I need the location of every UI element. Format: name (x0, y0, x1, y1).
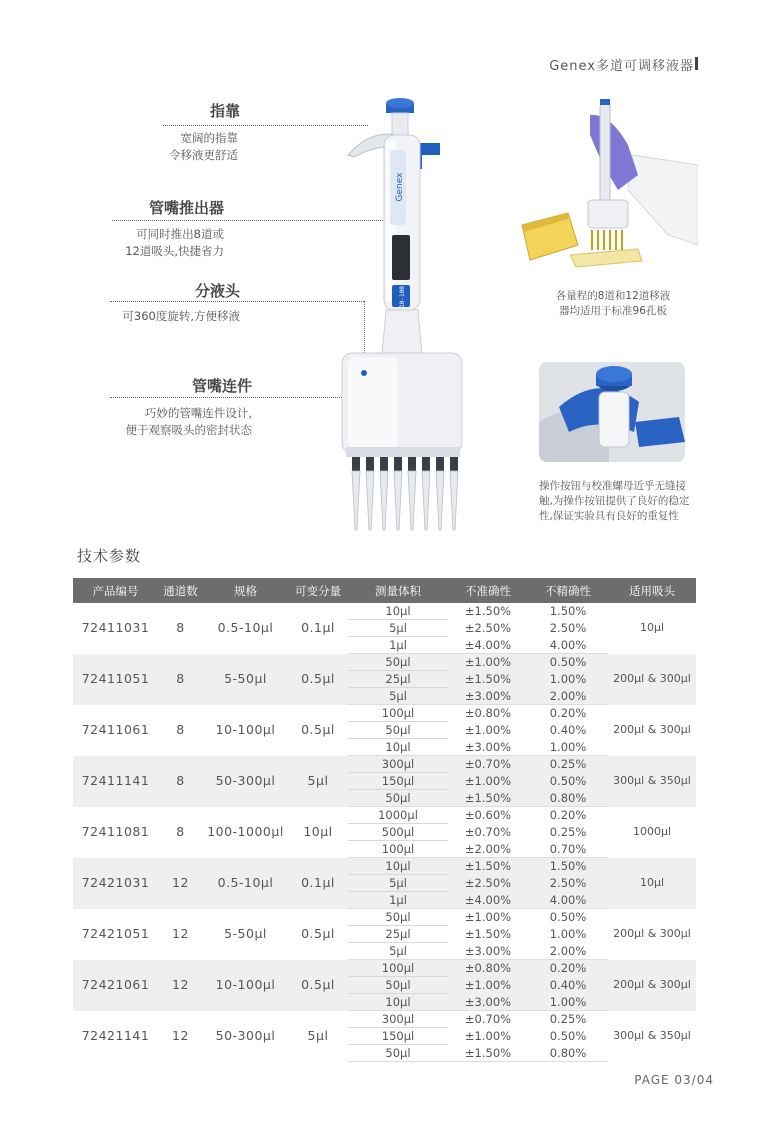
col-header: 不准确性 (448, 578, 528, 603)
page-header-title: Genex多道可调移液器 (549, 59, 694, 74)
inaccuracy-cell: ±1.00% (448, 977, 528, 994)
product-code-cell: 72411051 (73, 654, 158, 705)
test-volume-cell: 5μl (348, 943, 448, 960)
col-header: 产品编号 (73, 578, 158, 603)
inaccuracy-cell: ±3.00% (448, 994, 528, 1011)
compatible-tip-cell: 200μl & 300μl (608, 654, 696, 705)
usage-photo (518, 95, 698, 275)
inaccuracy-cell: ±2.50% (464, 621, 512, 635)
compatible-tip-cell: 300μl & 350μl (608, 756, 696, 807)
compatible-tip-cell: 1000μl (632, 825, 672, 838)
photo-caption-bottom: 操作按钮与校准螺母近乎无缝接 触,为操作按钮提供了良好的稳定 性,保证实验具有良好的重复性 (539, 480, 690, 522)
test-volume-cell: 10μl (348, 739, 448, 756)
test-volume-cell: 10μl (348, 603, 448, 620)
channel-count-cell: 8 (176, 824, 185, 839)
test-volume-cell: 1000μl (348, 807, 448, 824)
header-bar (695, 57, 698, 70)
inaccuracy-cell: ±1.50% (448, 858, 528, 875)
inaccuracy-cell: ±1.50% (448, 1045, 528, 1062)
col-header: 通道数 (158, 578, 203, 603)
volume-increment-cell: 0.5μl (288, 960, 348, 1011)
inaccuracy-cell: ±0.70% (464, 825, 512, 839)
imprecision-cell: 0.40% (549, 723, 587, 737)
product-code-cell: 72411031 (81, 620, 150, 636)
imprecision-cell: 0.40% (528, 977, 608, 994)
compatible-tip-cell: 300μl & 350μl (613, 1029, 691, 1042)
callout-desc: 可同时推出8道或 12道吸头,快捷省力 (125, 227, 224, 258)
callout-line (110, 397, 354, 398)
callout-dispensing-head (100, 280, 240, 301)
callout-desc: 宽阔的指靠 令移液更舒适 (169, 131, 238, 162)
callout-title: 管嘴连件 (191, 377, 252, 395)
table-row (73, 909, 696, 926)
volume-range-cell: 0.5-10μl (203, 858, 288, 909)
inaccuracy-cell: ±0.70% (464, 1012, 512, 1027)
test-volume-cell: 1μl (348, 892, 448, 909)
test-volume-cell: 50μl (348, 722, 448, 739)
test-volume-cell: 50μl (348, 977, 448, 994)
page-number: PAGE 03/04 (634, 1073, 714, 1087)
test-volume-cell: 50μl (348, 790, 448, 807)
callout-title: 分液头 (194, 282, 240, 300)
imprecision-cell: 1.00% (549, 927, 587, 941)
volume-increment-cell: 0.1μl (301, 620, 335, 636)
test-volume-cell: 500μl (348, 824, 448, 841)
imprecision-cell: 0.25% (528, 756, 608, 773)
spec-table (73, 578, 696, 1062)
imprecision-cell: 1.00% (528, 994, 608, 1011)
test-volume-cell: 10μl (348, 994, 448, 1011)
photo-caption-top: 各量程的8道和12道移液 器均适用于标准96孔板 (555, 290, 671, 317)
imprecision-cell: 0.20% (549, 808, 587, 823)
volume-increment-cell: 0.5μl (288, 654, 348, 705)
volume-increment-cell: 0.5μl (301, 722, 335, 737)
table-row (73, 960, 696, 977)
table-header-row (73, 578, 696, 603)
inaccuracy-cell: ±1.00% (448, 773, 528, 790)
imprecision-cell: 1.50% (549, 604, 587, 619)
product-code-cell: 72411081 (81, 824, 150, 839)
volume-increment-cell: 5μl (288, 756, 348, 807)
product-code-cell: 72421031 (73, 858, 158, 909)
imprecision-cell: 2.50% (549, 621, 587, 635)
col-header: 适用吸头 (608, 578, 696, 603)
channel-count-cell: 12 (172, 1028, 189, 1043)
callout-line (110, 301, 364, 302)
imprecision-cell: 1.00% (528, 739, 608, 756)
inaccuracy-cell: ±3.00% (448, 739, 528, 756)
table-row (73, 858, 696, 875)
channel-count-cell: 12 (158, 858, 203, 909)
inaccuracy-cell: ±3.00% (448, 943, 528, 960)
volume-increment-cell: 0.5μl (301, 926, 335, 941)
product-code-cell: 72411141 (73, 756, 158, 807)
callout-title: 管嘴推出器 (148, 199, 224, 217)
imprecision-cell: 4.00% (528, 637, 608, 654)
inaccuracy-cell: ±1.50% (448, 671, 528, 688)
imprecision-cell: 0.50% (549, 1029, 587, 1043)
table-row (73, 603, 696, 620)
table-row (73, 1011, 696, 1028)
compatible-tip-cell: 200μl & 300μl (608, 960, 696, 1011)
compatible-tip-cell: 200μl & 300μl (613, 723, 691, 736)
inaccuracy-cell: ±4.00% (448, 892, 528, 909)
test-volume-cell: 50μl (348, 909, 448, 926)
imprecision-cell: 1.50% (528, 858, 608, 875)
test-volume-cell: 5μl (348, 688, 448, 705)
product-code-cell: 72421061 (73, 960, 158, 1011)
inaccuracy-cell: ±1.50% (464, 927, 512, 941)
test-volume-cell: 1μl (348, 637, 448, 654)
volume-range-cell: 5-50μl (224, 926, 267, 941)
test-volume-cell: 50μl (348, 1045, 448, 1062)
col-header: 测量体积 (348, 578, 448, 603)
callout-desc: 巧妙的管嘴连件设计, 便于观察吸头的密封状态 (125, 406, 252, 437)
imprecision-cell: 0.25% (549, 1012, 587, 1027)
imprecision-cell: 0.70% (528, 841, 608, 858)
volume-range-cell: 5-50μl (203, 654, 288, 705)
pipette-volume-label: 10-100 (399, 286, 406, 308)
volume-range-cell: 0.5-10μl (217, 620, 274, 636)
imprecision-cell: 0.20% (549, 706, 587, 721)
button-closeup-photo (539, 362, 685, 462)
imprecision-cell: 0.50% (528, 654, 608, 671)
callout-tip-connector (100, 375, 252, 396)
table-row (73, 654, 696, 671)
table-row (73, 807, 696, 824)
test-volume-cell: 100μl (348, 841, 448, 858)
test-volume-cell: 25μl (348, 926, 448, 943)
imprecision-cell: 1.00% (528, 671, 608, 688)
callout-title: 指靠 (209, 102, 240, 120)
inaccuracy-cell: ±1.00% (464, 910, 512, 925)
test-volume-cell: 150μl (348, 1028, 448, 1045)
callout-desc: 可360度旋转,方便移液 (122, 309, 240, 323)
test-volume-cell: 5μl (348, 875, 448, 892)
compatible-tip-cell: 200μl & 300μl (613, 927, 691, 940)
compatible-tip-cell: 10μl (639, 621, 665, 635)
inaccuracy-cell: ±0.70% (448, 756, 528, 773)
test-volume-cell: 10μl (348, 858, 448, 875)
inaccuracy-cell: ±1.50% (448, 790, 528, 807)
inaccuracy-cell: ±1.50% (464, 604, 512, 619)
col-header: 规格 (203, 578, 288, 603)
test-volume-cell: 300μl (348, 1011, 448, 1028)
volume-range-cell: 100-1000μl (207, 824, 284, 839)
product-code-cell: 72411061 (81, 722, 150, 737)
inaccuracy-cell: ±4.00% (448, 637, 528, 654)
test-volume-cell: 5μl (348, 620, 448, 637)
inaccuracy-cell: ±0.80% (448, 960, 528, 977)
product-code-cell: 72421141 (81, 1028, 150, 1043)
volume-increment-cell: 5μl (307, 1028, 329, 1043)
callout-tip-ejector (100, 197, 224, 218)
inaccuracy-cell: ±1.00% (464, 1029, 512, 1043)
inaccuracy-cell: ±2.50% (448, 875, 528, 892)
test-volume-cell: 100μl (348, 705, 448, 722)
test-volume-cell: 300μl (348, 756, 448, 773)
test-volume-cell: 50μl (348, 654, 448, 671)
imprecision-cell: 2.00% (528, 688, 608, 705)
compatible-tip-cell: 10μl (608, 858, 696, 909)
test-volume-cell: 25μl (348, 671, 448, 688)
imprecision-cell: 0.80% (528, 790, 608, 807)
multichannel-pipette-illustration (330, 95, 470, 535)
imprecision-cell: 0.50% (528, 773, 608, 790)
test-volume-cell: 150μl (348, 773, 448, 790)
imprecision-cell: 4.00% (528, 892, 608, 909)
channel-count-cell: 12 (172, 926, 189, 941)
imprecision-cell: 2.50% (528, 875, 608, 892)
volume-increment-cell: 10μl (303, 824, 333, 839)
channel-count-cell: 12 (158, 960, 203, 1011)
table-row (73, 756, 696, 773)
section-title: 技术参数 (77, 547, 142, 565)
imprecision-cell: 0.20% (528, 960, 608, 977)
inaccuracy-cell: ±0.80% (464, 706, 512, 721)
imprecision-cell: 0.25% (549, 825, 587, 839)
inaccuracy-cell: ±2.00% (448, 841, 528, 858)
imprecision-cell: 0.80% (528, 1045, 608, 1062)
channel-count-cell: 8 (176, 620, 185, 636)
imprecision-cell: 0.50% (549, 910, 587, 925)
volume-range-cell: 50-300μl (215, 1028, 276, 1043)
volume-range-cell: 50-300μl (203, 756, 288, 807)
inaccuracy-cell: ±0.60% (464, 808, 512, 823)
table-row (73, 705, 696, 722)
volume-increment-cell: 0.1μl (288, 858, 348, 909)
product-code-cell: 72421051 (81, 926, 150, 941)
test-volume-cell: 100μl (348, 960, 448, 977)
volume-range-cell: 10-100μl (215, 722, 276, 737)
channel-count-cell: 8 (158, 756, 203, 807)
col-header: 可变分量 (288, 578, 348, 603)
imprecision-cell: 2.00% (528, 943, 608, 960)
inaccuracy-cell: ±1.00% (448, 654, 528, 671)
channel-count-cell: 8 (158, 654, 203, 705)
volume-range-cell: 10-100μl (203, 960, 288, 1011)
pipette-brand-label: Genex (395, 172, 405, 202)
inaccuracy-cell: ±3.00% (448, 688, 528, 705)
spec-table-body (73, 603, 696, 1062)
callout-finger-rest (120, 100, 240, 121)
col-header: 不精确性 (528, 578, 608, 603)
channel-count-cell: 8 (176, 722, 185, 737)
inaccuracy-cell: ±1.00% (464, 723, 512, 737)
